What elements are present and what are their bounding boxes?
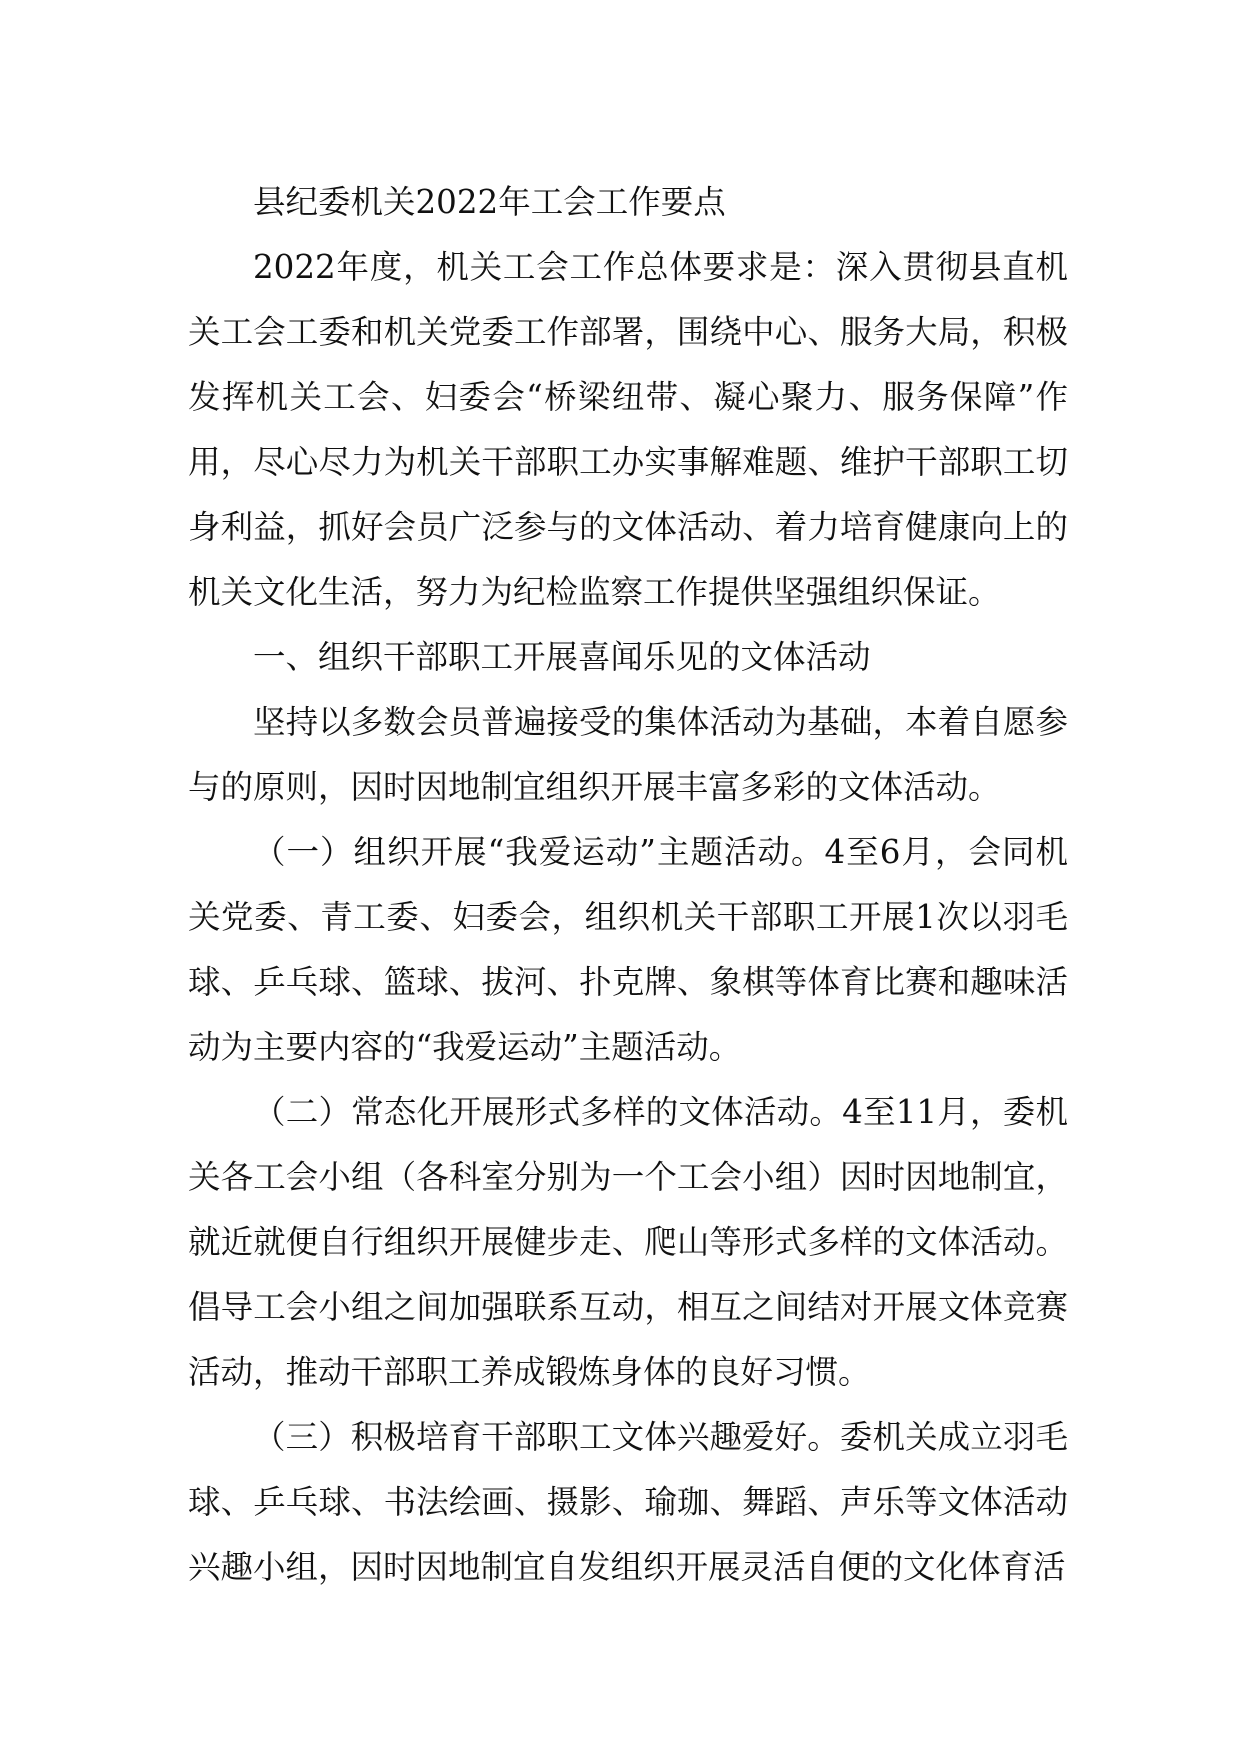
section-heading-1: 一、组织干部职工开展喜闻乐见的文体活动 bbox=[253, 638, 871, 676]
item-2-paragraph: （二）常态化开展形式多样的文体活动。4至11月，委机关各工会小组（各科室分别为一个工会小组）因时因地制宜，就近就便自行组织开展健步走、爬山等形式多样的文体活动。倡导工会小组之间加强联系互动，相互之间结对开展文体竞赛活动，推动干部职工养成锻炼身体的良好习惯。 bbox=[188, 1093, 1068, 1391]
overview-paragraph: 2022年度，机关工会工作总体要求是：深入贯彻县直机关工会工委和机关党委工作部署，围绕中心、服务大局，积极发挥机关工会、妇委会“桥梁纽带、凝心聚力、服务保障”作用，尽心尽力为机关干部职工办实事解难题、维护干部职工切身利益，抓好会员广泛参与的文体活动、着力培育健康向上的机关文化生活，努力为纪检监察工作提供坚强组织保证。 bbox=[188, 248, 1068, 611]
item-3-paragraph: （三）积极培育干部职工文体兴趣爱好。委机关成立羽毛球、乒乓球、书法绘画、摄影、瑜珈、舞蹈、声乐等文体活动兴趣小组，因时因地制宜自发组织开展灵活自便的文化体育活 bbox=[188, 1418, 1068, 1586]
section-1-intro-paragraph: 坚持以多数会员普遍接受的集体活动为基础，本着自愿参与的原则，因时因地制宜组织开展丰富多彩的文体活动。 bbox=[188, 703, 1068, 806]
document-body bbox=[188, 170, 1068, 1600]
item-1-paragraph: （一）组织开展“我爱运动”主题活动。4至6月，会同机关党委、青工委、妇委会，组织机关干部职工开展1次以羽毛球、乒乓球、篮球、拔河、扑克牌、象棋等体育比赛和趣味活动为主要内容的“我爱运动”主题活动。 bbox=[188, 833, 1068, 1066]
document-title: 县纪委机关2022年工会工作要点 bbox=[253, 183, 726, 221]
